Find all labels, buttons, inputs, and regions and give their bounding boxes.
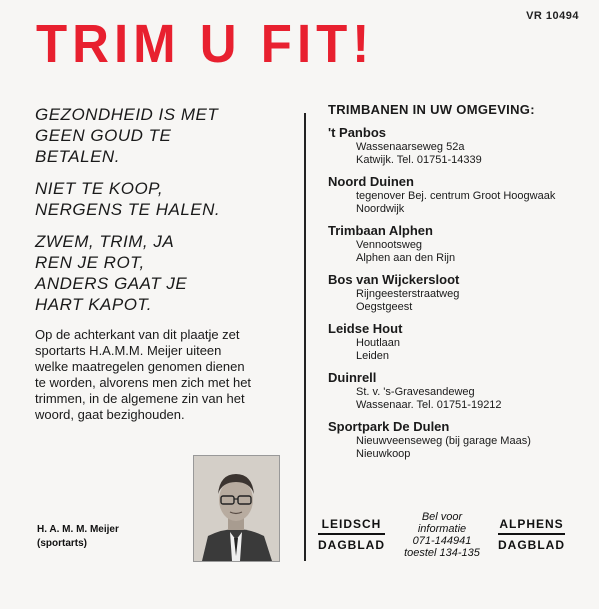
verse-line: NIET TE KOOP,: [35, 179, 164, 198]
catalog-number: VR 10494: [526, 10, 579, 22]
track-address: Nieuwveenseweg (bij garage Maas): [356, 435, 531, 447]
logo-line: ALPHENS: [499, 517, 564, 531]
verse-line: NERGENS TE HALEN.: [35, 200, 221, 219]
paragraph-line: sportarts H.A.M.M. Meijer uiteen: [35, 343, 222, 358]
track-address: Katwijk. Tel. 01751-14339: [356, 154, 482, 166]
info-line: toestel 134-135: [404, 547, 480, 559]
track-name: Sportpark De Dulen: [328, 419, 450, 434]
track-address: Vennootsweg: [356, 239, 423, 251]
track-address: St. v. 's-Gravesandeweg: [356, 386, 475, 398]
track-address: Wassenaarseweg 52a: [356, 141, 465, 153]
info-line: informatie: [417, 523, 467, 535]
leidsch-dagblad-logo: [318, 515, 385, 554]
column-divider: [304, 113, 306, 561]
track-name: Duinrell: [328, 370, 377, 385]
title: TRIM U FIT!: [36, 13, 375, 74]
verse-line: ANDERS GAAT JE: [35, 274, 188, 293]
logo-line: DAGBLAD: [498, 533, 565, 554]
track-address: Rijngeesterstraatweg: [356, 288, 460, 300]
photo-caption: [37, 523, 119, 551]
logo-line: DAGBLAD: [318, 533, 385, 554]
track-address: Houtlaan: [356, 337, 401, 349]
track-address: Leiden: [356, 350, 390, 362]
left-column: [35, 104, 295, 423]
verse-line: REN JE ROT,: [35, 253, 145, 272]
info-line: 071-144941: [412, 535, 472, 547]
tracks-heading: TRIMBANEN IN UW OMGEVING:: [328, 102, 535, 117]
verse-line: GEEN GOUD TE: [35, 126, 172, 145]
track-address: Oegstgeest: [356, 301, 413, 313]
paragraph-line: te worden, alvorens men zich met het: [35, 375, 252, 390]
portrait-photo: [193, 455, 280, 562]
right-column: [328, 102, 588, 468]
track-item: [328, 370, 588, 412]
verse-line: HART KAPOT.: [35, 295, 152, 314]
paragraph-line: Op de achterkant van dit plaatje zet: [35, 327, 240, 342]
portrait-image: [194, 456, 279, 561]
verse-3: [35, 231, 295, 315]
paragraph-line: woord, gaat bezighouden.: [35, 407, 185, 422]
track-item: [328, 321, 588, 363]
track-name: Trimbaan Alphen: [328, 223, 433, 238]
track-item: [328, 223, 588, 265]
verse-1: [35, 104, 295, 167]
track-item: [328, 419, 588, 461]
verse-line: GEZONDHEID IS MET: [35, 105, 219, 124]
verse-2: [35, 178, 295, 220]
track-name: Bos van Wijckersloot: [328, 272, 460, 287]
contact-info: [396, 511, 488, 559]
paragraph-line: trimmen, in de algemene zin van het: [35, 391, 245, 406]
caption-role: (sportarts): [37, 538, 88, 549]
track-item: [328, 125, 588, 167]
track-item: [328, 272, 588, 314]
track-address: Nieuwkoop: [356, 448, 411, 460]
intro-paragraph: [35, 327, 295, 423]
track-name: Noord Duinen: [328, 174, 414, 189]
verse-line: BETALEN.: [35, 147, 120, 166]
track-address: tegenover Bej. centrum Groot Hoogwaak: [356, 190, 556, 202]
track-item: [328, 174, 588, 216]
alphens-dagblad-logo: [498, 515, 565, 554]
track-address: Noordwijk: [356, 203, 405, 215]
track-address: Alphen aan den Rijn: [356, 252, 456, 264]
paragraph-line: welke maatregelen genomen dienen: [35, 359, 245, 374]
track-name: 't Panbos: [328, 125, 386, 140]
logo-line: LEIDSCH: [321, 517, 382, 531]
info-line: Bel voor: [421, 511, 463, 523]
track-name: Leidse Hout: [328, 321, 403, 336]
track-address: Wassenaar. Tel. 01751-19212: [356, 399, 502, 411]
caption-name: H. A. M. M. Meijer: [37, 524, 119, 535]
verse-line: ZWEM, TRIM, JA: [35, 232, 175, 251]
